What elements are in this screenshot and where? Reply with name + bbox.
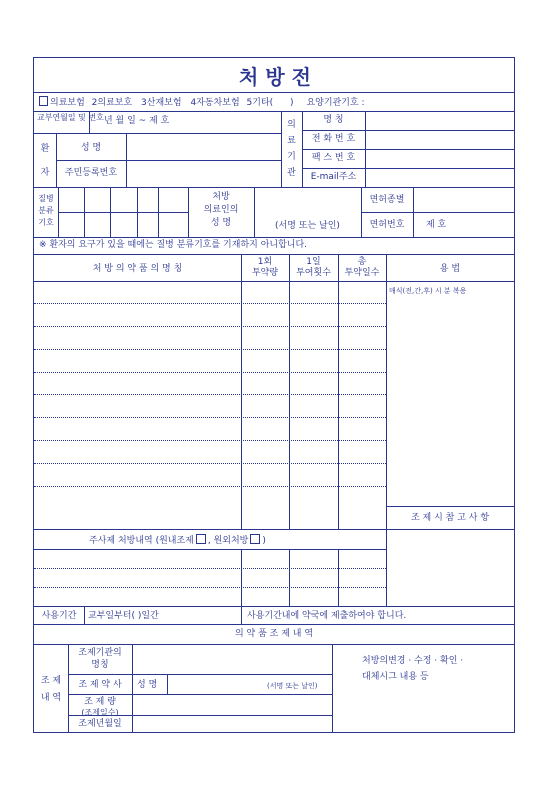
insurance-num-4: 4 (190, 98, 197, 108)
dose-header-1: 1회 (257, 257, 273, 267)
dispense-date-field[interactable] (133, 716, 331, 731)
injection-label: 주사제 처방내역 (원내조제 (89, 536, 194, 546)
insurance-num-2: 2 (91, 98, 98, 108)
in-house-checkbox[interactable] (196, 534, 206, 544)
dispense-side-1: 조 제 (40, 676, 62, 686)
injection-end-label: ) (262, 536, 266, 546)
doctor-label-2: 의료인의 (203, 205, 239, 215)
insurance-option-industrial[interactable]: 산재보험 (146, 98, 182, 108)
dispense-amount-label-2: (조제일수) (81, 708, 119, 717)
usage-header: 용 법 (439, 264, 461, 274)
doctor-label-1: 처방 (212, 192, 230, 202)
disease-code-field[interactable] (59, 188, 187, 236)
institution-phone-field[interactable] (366, 131, 514, 148)
period-label: 사용기간 (41, 611, 77, 621)
dispense-facility-label-1: 조제기관의 (78, 648, 122, 658)
dispense-amount-label-1: 조 제 량 (84, 697, 116, 707)
license-type-label: 면허종별 (369, 195, 405, 205)
drug-name-header: 처 방 의 약 품 의 명 칭 (92, 264, 183, 274)
outside-checkbox[interactable] (250, 534, 260, 544)
disease-label-2: 분류 (38, 206, 54, 215)
injection-row (89, 534, 266, 547)
patient-side-label-1: 환 (40, 144, 50, 154)
issue-date-value[interactable]: 년 월 일 ~ 제 호 (104, 116, 170, 126)
injection-mid-label: , 원외처방 (207, 536, 249, 546)
change-note-field[interactable] (333, 688, 513, 731)
insurance-option-auto[interactable]: 자동차보험 (196, 98, 240, 108)
dispense-section-title: 의 약 품 조 제 내 역 (234, 629, 314, 639)
insurance-option-medical: 의료보험 (50, 98, 85, 108)
institution-phone-label: 전 화 번 호 (311, 134, 356, 144)
institution-side-4: 관 (287, 168, 296, 178)
doctor-sign-label[interactable]: (서명 또는 날인) (275, 221, 340, 231)
drug-entries-area[interactable] (35, 282, 240, 528)
freq-header-1: 1일 (306, 257, 321, 267)
dispense-side-2: 내 역 (40, 693, 62, 703)
issue-date-label: 교부연월일 및 번호 (37, 113, 104, 122)
institution-name-label: 명 칭 (323, 115, 344, 125)
period-value[interactable]: 교부일부터( )일간 (88, 611, 159, 621)
dispense-facility-field[interactable] (133, 645, 331, 673)
institution-fax-field[interactable] (366, 150, 514, 167)
days-header-1: 총 (357, 257, 367, 267)
insurance-option-aid[interactable]: 의료보호 (97, 98, 133, 108)
license-no-value[interactable]: 제 호 (426, 220, 447, 230)
institution-fax-label: 팩 스 번 호 (311, 153, 356, 163)
dose-header-2: 투약량 (251, 268, 279, 278)
insurance-other-close: ) (290, 98, 294, 108)
institution-side-3: 기 (287, 152, 296, 162)
insurance-num-5: 5 (246, 98, 253, 108)
dispense-amount-field[interactable] (133, 695, 331, 714)
injection-entries-area[interactable] (35, 550, 240, 605)
disease-label-3: 기호 (38, 218, 54, 227)
pharmacist-name-label: 성 명 (137, 680, 158, 690)
notice-text: ※ 환자의 요구가 있을 때에는 질병 분류기호를 기재하지 아니합니다. (39, 240, 308, 250)
change-note-1: 처방의변경 · 수정 · 확인 · (362, 656, 464, 666)
patient-side-label-2: 자 (40, 168, 50, 178)
days-header-2: 투약일수 (344, 268, 380, 278)
pharmacist-sign-label[interactable]: (서명 또는 날인) (267, 682, 318, 690)
form-title: 처 방 전 (239, 65, 311, 89)
institution-name-field[interactable] (366, 112, 514, 129)
usage-text[interactable]: 매식(전,간,후) 시 분 복용 (389, 287, 467, 295)
dispense-reference-label: 조 제 시 참 고 사 항 (410, 513, 490, 523)
disease-label-1: 질병 (38, 194, 54, 203)
dispense-date-label: 조제년월일 (78, 719, 122, 729)
license-type-field[interactable] (414, 188, 513, 211)
insurance-type-row (37, 96, 365, 109)
insurance-checkbox-1[interactable] (39, 96, 48, 106)
institution-side-2: 료 (287, 136, 296, 146)
license-no-label: 면허번호 (369, 220, 405, 230)
institution-side-1: 의 (287, 120, 296, 130)
institution-email-field[interactable] (366, 169, 514, 186)
insurance-num-3: 3 (141, 98, 147, 108)
pharmacist-label: 조 제 약 사 (78, 680, 122, 690)
period-note: 사용기간내에 약국에 제출하여야 합니다. (247, 611, 407, 621)
facility-code-label: 요양기관기호 : (306, 98, 365, 108)
dispense-facility-label-2: 명칭 (91, 660, 109, 670)
patient-name-label: 성 명 (80, 143, 102, 153)
insurance-option-other[interactable]: 기타( (252, 98, 274, 108)
patient-id-label: 주민등록번호 (64, 168, 118, 178)
patient-id-field[interactable] (127, 161, 280, 186)
doctor-label-3: 성 명 (210, 218, 232, 228)
change-note-2: 대체시그 내용 등 (362, 672, 429, 682)
prescription-form (33, 57, 515, 733)
patient-name-field[interactable] (127, 134, 280, 159)
institution-email-label: E-mail주소 (310, 172, 357, 182)
freq-header-2: 투여횟수 (296, 268, 331, 278)
